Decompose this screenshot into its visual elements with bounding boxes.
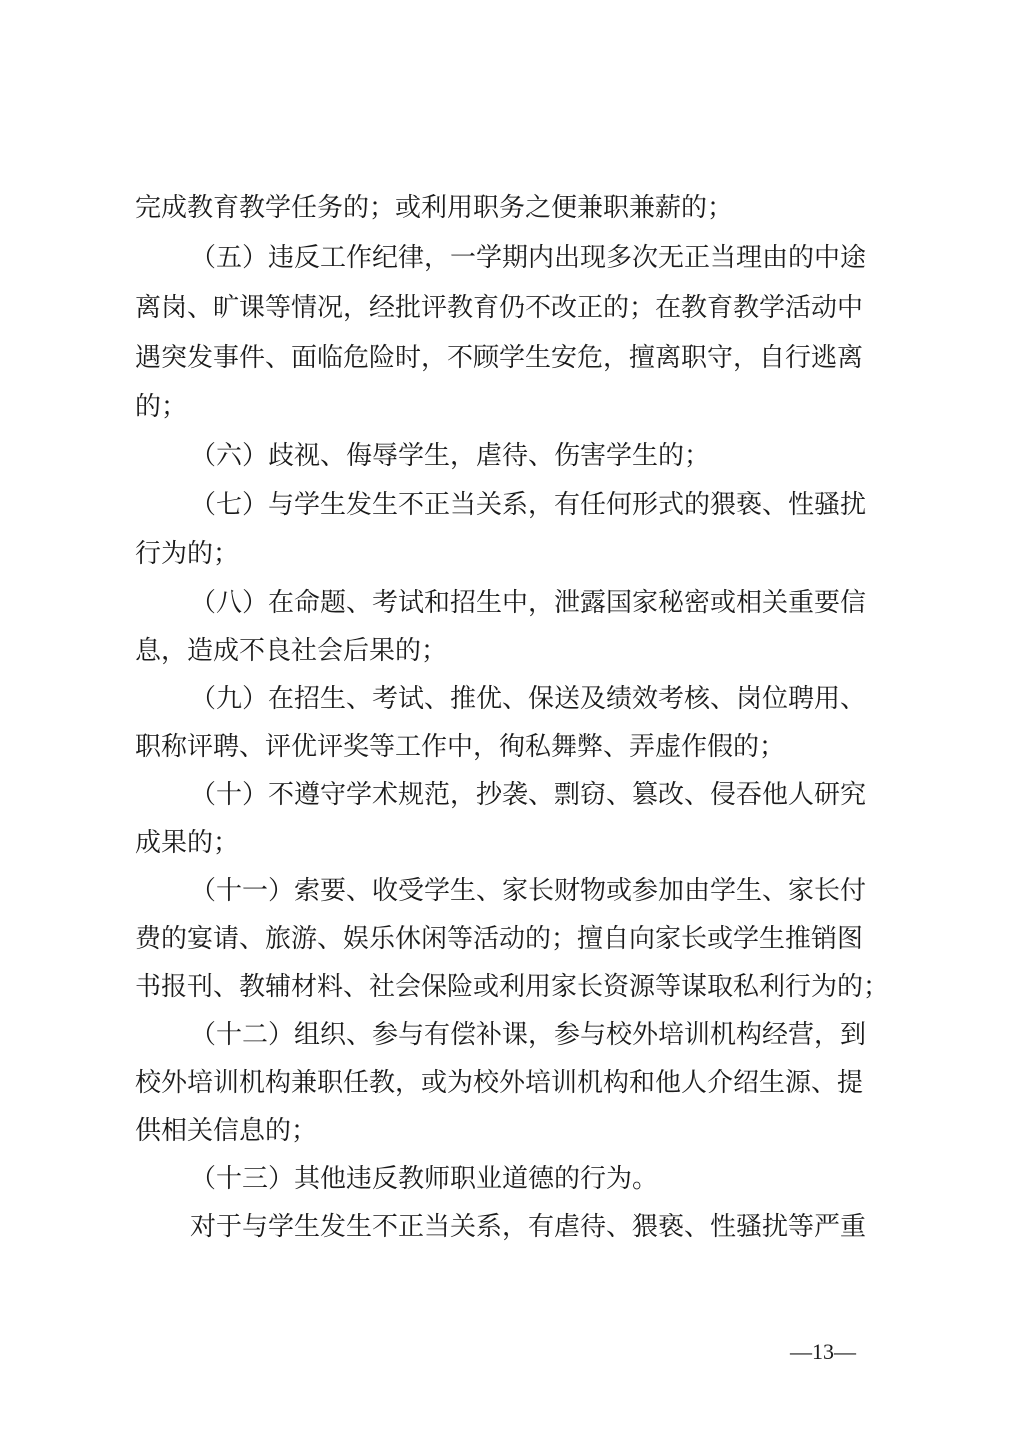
text-line-20: 供相关信息的； [135, 1116, 318, 1146]
text-line-13: （十）不遵守学术规范，抄袭、剽窃、篡改、侵吞他人研究 [190, 780, 867, 810]
text-line-22: 对于与学生发生不正当关系，有虐待、猥亵、性骚扰等严重 [190, 1212, 867, 1242]
text-line-11: （九）在招生、考试、推优、保送及绩效考核、岗位聘用、 [190, 684, 867, 714]
text-line-8: 行为的； [135, 539, 240, 569]
text-line-17: 书报刊、教辅材料、社会保险或利用家长资源等谋取私利行为的； [135, 972, 890, 1002]
text-line-14: 成果的； [135, 828, 240, 858]
text-line-1: 完成教育教学任务的；或利用职务之便兼职兼薪的； [135, 193, 734, 223]
page-number: —13— [790, 1339, 856, 1364]
text-line-9: （八）在命题、考试和招生中，泄露国家秘密或相关重要信 [190, 588, 867, 618]
text-line-10: 息，造成不良社会后果的； [135, 636, 448, 666]
text-line-19: 校外培训机构兼职任教，或为校外培训机构和他人介绍生源、提 [135, 1068, 864, 1098]
text-line-5: 的； [135, 392, 188, 422]
text-line-6: （六）歧视、侮辱学生，虐待、伤害学生的； [190, 441, 711, 471]
text-line-2: （五）违反工作纪律，一学期内出现多次无正当理由的中途 [190, 243, 867, 273]
text-line-18: （十二）组织、参与有偿补课，参与校外培训机构经营，到 [190, 1020, 867, 1050]
text-line-15: （十一）索要、收受学生、家长财物或参加由学生、家长付 [190, 876, 867, 906]
text-line-4: 遇突发事件、面临危险时，不顾学生安危，擅离职守，自行逃离 [135, 343, 864, 373]
text-line-3: 离岗、旷课等情况，经批评教育仍不改正的；在教育教学活动中 [135, 293, 864, 323]
text-line-12: 职称评聘、评优评奖等工作中，徇私舞弊、弄虚作假的； [135, 732, 786, 762]
text-line-7: （七）与学生发生不正当关系，有任何形式的猥亵、性骚扰 [190, 490, 867, 520]
text-line-21: （十三）其他违反教师职业道德的行为。 [190, 1164, 659, 1194]
text-line-16: 费的宴请、旅游、娱乐休闲等活动的；擅自向家长或学生推销图 [135, 924, 864, 954]
